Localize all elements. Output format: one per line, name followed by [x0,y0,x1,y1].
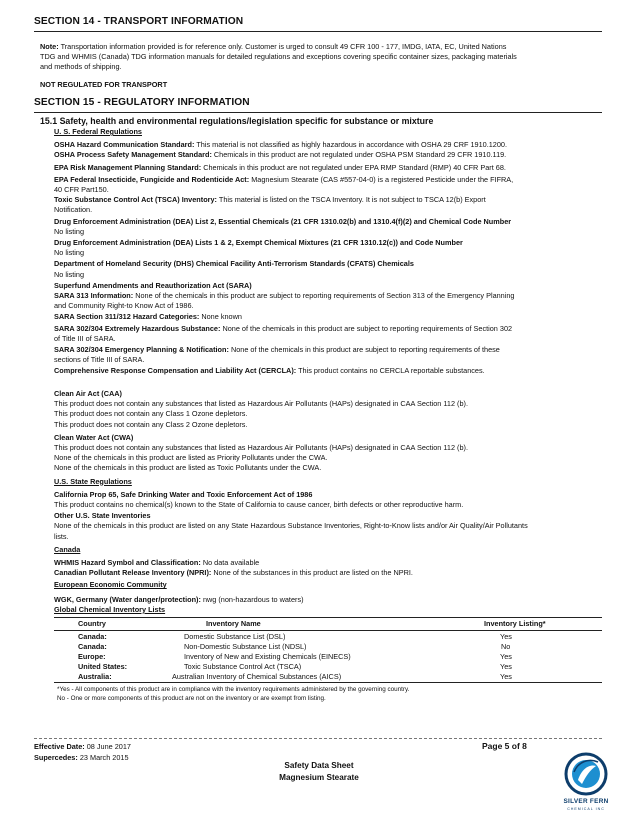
inventory-table-body [54,632,602,682]
inventory-bottom-rule [54,682,602,683]
dea-exempt-label: Drug Enforcement Administration (DEA) Lists 1 & 2, Exempt Chemical Mixtures (21 CFR 1310.12(c)) and Code Number [54,238,463,248]
wgk-text: nwg (non-hazardous to waters) [202,594,304,604]
epa-rmp-label: EPA Risk Management Planning Standard: [54,162,202,172]
wgk-label: WGK, Germany (Water danger/protection): [54,594,201,604]
fifra-text: Magnesium Stearate (CAS #557-04-0) is a registered Pesticide under the FIFRA, [251,174,514,184]
tsca-label: Toxic Substance Control Act (TSCA) Inventory: [54,195,217,205]
inventory-name: Australian Inventory of Chemical Substances (AICS) [172,672,342,681]
sara-311-text: None known [201,312,242,322]
inventory-listing: No [501,642,511,651]
product-name: Magnesium Stearate [279,773,359,782]
logo-company-sub: CHEMICAL INC [567,807,605,811]
us-state-heading: U.S. State Regulations [54,476,132,486]
caa-line-2: This product does not contain any Class 1 Ozone depletors. [54,409,248,419]
caa-line-3: This product does not contain any Class 2 Ozone depletors. [54,419,248,429]
effective-date [34,742,131,752]
sara-313-line-2: and Community Right-to Know Act of 1986. [54,301,194,311]
dea-list2-label: Drug Enforcement Administration (DEA) List 2, Essential Chemicals (21 CFR 1310.02(b) and 1310.4(f)(2) and Chemical Code Number [54,216,512,226]
sara-302e-line-2: sections of Title III of SARA. [54,355,145,365]
cwa-line-1: This product does not contain any substances that listed as Hazardous Air Pollutants (HAPs) designated in CAA Section 112 (b). [54,443,468,453]
osha-hcs-text: This material is not classified as highly hazardous in accordance with OSHA 29 CRF 1910.1200. [196,140,508,150]
sara-302-text: None of the chemicals in this product are subject to reporting requirements of Section 302 [222,323,513,333]
transport-note [40,42,600,73]
clean-air-water-block [54,389,602,615]
canada-heading: Canada [54,544,81,554]
epa-rmp-text: Chemicals in this product are not regulated under EPA RMP Standard (RMP) 40 CFR Part 68. [203,162,506,172]
table-row [54,642,602,652]
us-federal-heading: U. S. Federal Regulations [54,127,142,136]
inventory-header-name: Inventory Name [206,619,261,628]
other-state-line-2: lists. [54,531,69,541]
caa-line-1: This product does not contain any substances that listed as Hazardous Air Pollutants (HAPs) designated in CAA Section 112 (b). [54,399,468,409]
inventory-name: Domestic Substance List (DSL) [184,632,286,641]
inventory-name: Toxic Substance Control Act (TSCA) [184,662,302,671]
inventory-listing: Yes [500,672,512,681]
npri-label: Canadian Pollutant Release Inventory (NPRI): [54,568,212,578]
prop65-text: This product contains no chemical(s) known to the State of California to cause cancer, birth defects or other reproductive harm. [54,500,464,510]
section-15-rule [34,112,602,113]
inventory-footnote-no: No - One or more components of this product are not on the inventory or are exempt from listing. [57,695,326,702]
note-line-2: TDG and WHMIS (Canada) TDG information manuals for detailed regulations and exceptions covering specific container sizes, packaging materials [40,52,517,62]
tsca-text: This material is listed on the TSCA Inventory. It is not subject to TSCA 12(b) Export [218,195,486,205]
effective-date-label: Effective Date: [34,742,85,751]
inventory-country: Canada: [78,642,107,651]
osha-hcs-label: OSHA Hazard Communication Standard: [54,140,195,150]
section-14-title: SECTION 14 - TRANSPORT INFORMATION [34,16,244,27]
sara-302-line-2: of Title III of SARA. [54,333,116,343]
cwa-line-2: None of the chemicals in this product are listed as Priority Pollutants under the CWA. [54,453,328,463]
sara-302e-text: None of the chemicals in this product are subject to reporting requirements of these [230,345,500,355]
inventory-name: Non-Domestic Substance List (NDSL) [184,642,307,651]
other-state-text: None of the chemicals in this product are listed on any State Hazardous Substance Inventories, Right-to-Know lists and/or Air Quality/Air Pollutants [54,521,528,531]
fifra-label: EPA Federal Insecticide, Fungicide and Rodenticide Act: [54,174,250,184]
sara-311-label: SARA Section 311/312 Hazard Categories: [54,312,200,322]
note-text: Transportation information provided is for reference only. Customer is urged to consult 49 CFR 100 - 177, IMDG, IATA, EC, United Nations [60,42,507,51]
inventory-listing: Yes [500,652,512,661]
inventory-header-country: Country [78,619,106,628]
prop65-label: California Prop 65, Safe Drinking Water and Toxic Enforcement Act of 1986 [54,489,313,499]
section-15-title: SECTION 15 - REGULATORY INFORMATION [34,97,250,108]
section-14-rule [34,31,602,32]
dhs-text: No listing [54,269,85,279]
inventory-header-listing: Inventory Listing* [484,619,546,628]
dea-list2-text: No listing [54,226,85,236]
company-logo [556,750,616,820]
footer-rule [34,738,602,739]
sara-313-label: SARA 313 Information: [54,291,134,301]
inventory-footnotes [57,685,602,703]
table-row [54,652,602,662]
tsca-line-2: Notification. [54,205,93,215]
logo-company-name: SILVER FERN [563,798,609,805]
dhs-label: Department of Homeland Security (DHS) Chemical Facility Anti-Terrorism Standards (CFATS) Chemicals [54,259,414,269]
table-row [54,662,602,672]
inventory-country: Australia: [78,672,112,681]
effective-date-value: 08 June 2017 [86,742,131,751]
global-inventory-heading: Global Chemical Inventory Lists [54,604,166,614]
inventory-listing: Yes [500,662,512,671]
caa-heading: Clean Air Act (CAA) [54,389,122,398]
supersedes-value: 23 March 2015 [79,753,129,762]
osha-psm-label: OSHA Process Safety Management Standard: [54,150,212,160]
inventory-name: Inventory of New and Existing Chemicals (EINECS) [184,652,351,661]
note-label: Note: [40,42,59,51]
note-line-3: and methods of shipping. [40,62,122,72]
logo-mark-icon [556,750,616,800]
supersedes-label: Supercedes: [34,753,78,762]
eec-heading: European Economic Community [54,580,167,590]
section-15-1-heading: 15.1 Safety, health and environmental regulations/legislation specific for substance or mixture [40,116,434,126]
inventory-country: Canada: [78,632,107,641]
other-state-label: Other U.S. State Inventories [54,511,151,521]
inventory-listing: Yes [500,632,512,641]
whmis-text: No data available [202,558,260,568]
cwa-line-3: None of the chemicals in this product are listed as Toxic Pollutants under the CWA. [54,463,322,473]
table-row [54,632,602,642]
not-regulated-text: NOT REGULATED FOR TRANSPORT [40,80,168,89]
cercla-label: Comprehensive Response Compensation and Liability Act (CERCLA): [54,366,297,376]
us-federal-block [54,127,602,377]
sara-heading: Superfund Amendments and Reauthorization Act (SARA) [54,280,252,290]
fifra-line-2: 40 CFR Part150. [54,185,109,195]
sara-302-label: SARA 302/304 Extremely Hazardous Substance: [54,323,221,333]
cercla-text: This product contains no CERCLA reportable substances. [298,366,485,376]
sara-313-text: None of the chemicals in this product are subject to reporting requirements of Section 313 of the Emergency Planning [135,291,515,301]
inventory-header-row [54,617,602,631]
document-title: Safety Data Sheet [284,761,354,770]
page-number: Page 5 of 8 [482,741,527,751]
whmis-label: WHMIS Hazard Symbol and Classification: [54,558,201,568]
dea-exempt-text: No listing [54,248,85,258]
osha-psm-text: Chemicals in this product are not regulated under OSHA PSM Standard 29 CFR 1910.119. [213,150,507,160]
npri-text: None of the substances in this product are listed on the NPRI. [213,568,413,578]
inventory-footnote-yes: *Yes - All components of this product are in compliance with the inventory requirements administered by the governing country. [57,686,410,693]
inventory-country: Europe: [78,652,106,661]
sara-302e-label: SARA 302/304 Emergency Planning & Notification: [54,345,229,355]
inventory-country: United States: [78,662,128,671]
table-row [54,672,602,682]
cwa-heading: Clean Water Act (CWA) [54,432,134,442]
